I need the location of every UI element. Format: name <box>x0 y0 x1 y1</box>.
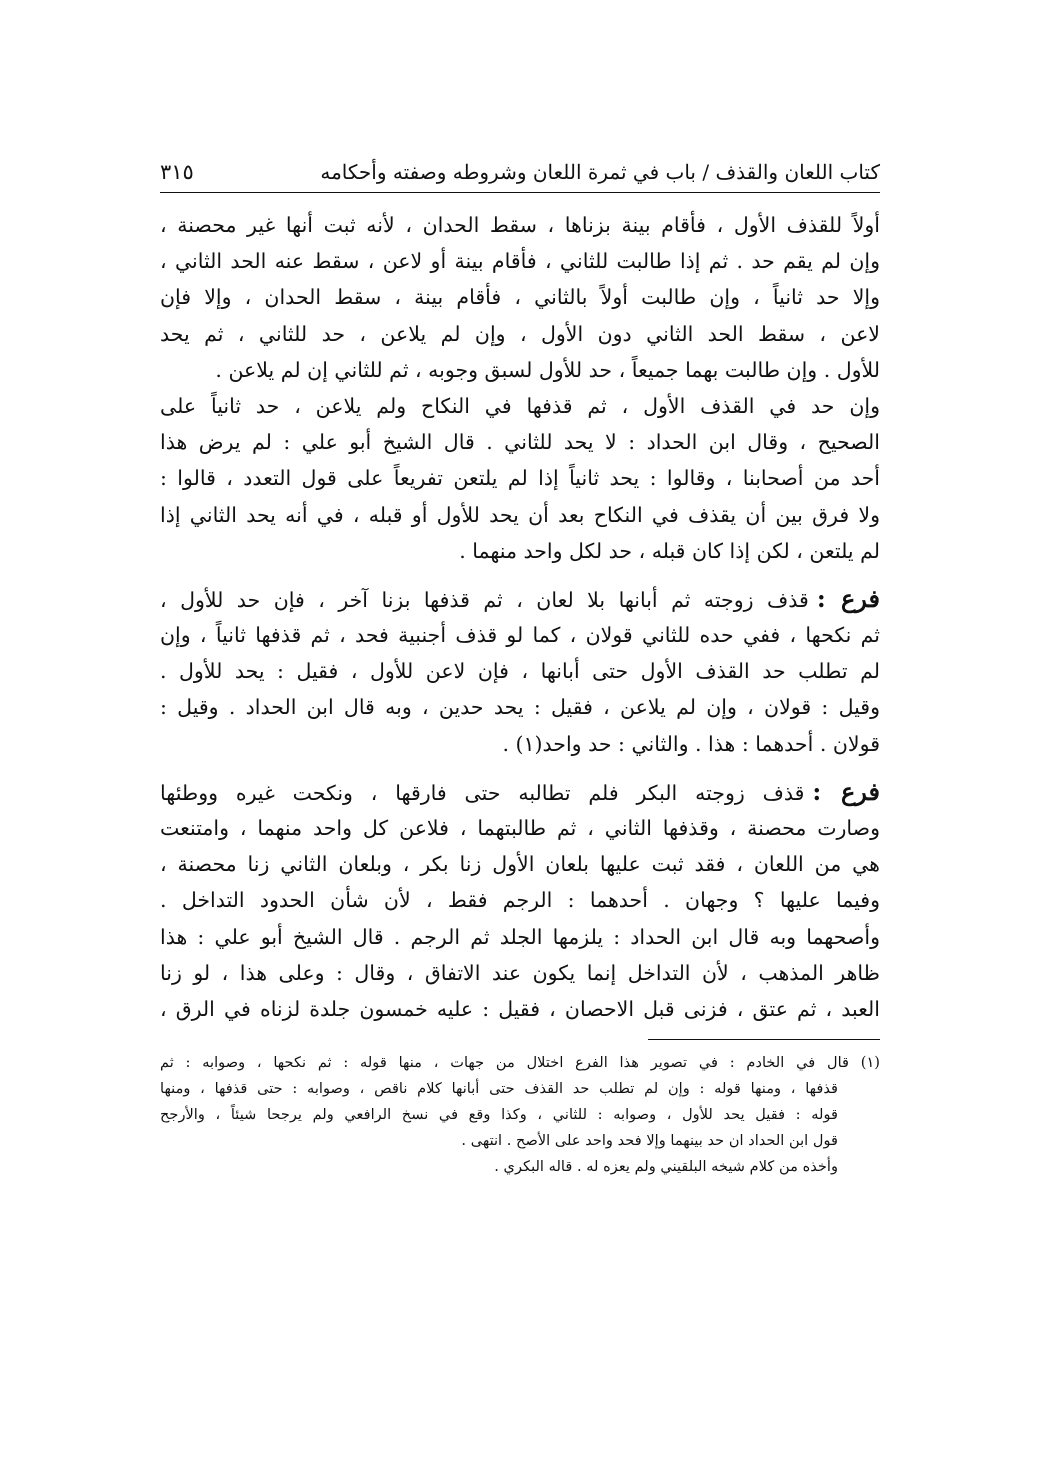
main-text <box>160 207 880 1027</box>
text-line: لم تطلب حد القذف الأول حتى أبانها ، فإن لاعن للأول ، فقيل : يحد للأول . <box>160 659 880 684</box>
text-line: ولا فرق بين أن يقذف في النكاح بعد أن يحد للأول أو قبله ، في أنه يحد الثاني إذا <box>160 502 880 527</box>
book-page <box>160 150 880 1180</box>
text-line: هي من اللعان ، فقد ثبت عليها بلعان الأول زنا بكر ، وبلعان الثاني زنا محصنة ، <box>160 852 880 877</box>
footnotes <box>160 1050 880 1180</box>
line-text: قذف زوجته ثم أبانها بلا لعان ، ثم قذفها بزنا آخر ، فإن حد للأول ، <box>160 587 809 612</box>
running-header <box>160 150 880 193</box>
section-label: فرع : <box>812 776 880 806</box>
paragraph-3 <box>160 774 880 1027</box>
text-line: العبد ، ثم عتق ، فزنى قبل الاحصان ، فقيل : عليه خمسون جلدة لزناه في الرق ، <box>160 996 880 1021</box>
text-line: للأول . وإن طالبت بهما جميعاً ، حد للأول لسبق وجوبه ، ثم للثاني إن لم يلاعن . <box>215 357 880 382</box>
text-line: قولان . أحدهما : هذا . والثاني : حد واحد(١) . <box>502 731 880 756</box>
text-line: لم يلتعن ، لكن إذا كان قبله ، حد لكل واحد منهما . <box>459 538 880 563</box>
text-line: وإلا حد ثانياً ، وإن طالبت أولاً بالثاني ، فأقام بينة ، سقط الحدان ، وإلا فإن <box>160 285 880 310</box>
paragraph-1 <box>160 207 880 569</box>
text-line: ثم نكحها ، ففي حده للثاني قولان ، كما لو قذف أجنبية فحد ، ثم قذفها ثانياً ، وإن <box>160 623 880 648</box>
text-line <box>160 774 880 810</box>
footnote-line: قوله : فقيل يحد للأول ، وصوابه : للثاني ، وكذا وقع في نسخ الرافعي ولم يرجحا شيئاً ، والأرجح <box>160 1106 838 1124</box>
page-number: ٣١٥ <box>160 160 194 184</box>
text-line: ظاهر المذهب ، لأن التداخل إنما يكون عند الاتفاق ، وقال : وعلى هذا ، لو زنا <box>160 960 880 985</box>
text-line: الصحيح ، وقال ابن الحداد : لا يحد للثاني . قال الشيخ أبو علي : لم يرض هذا <box>160 430 880 455</box>
header-title: كتاب اللعان والقذف / باب في ثمرة اللعان وشروطه وصفته وأحكامه <box>320 160 880 184</box>
text-line <box>160 581 880 617</box>
footnote-line: قذفها ، ومنها قوله : وإن لم تطلب حد القذف حتى أبانها كلام ناقص ، وصوابه : حتى قذفها ، ومنها <box>160 1080 838 1098</box>
text-line: لاعن ، سقط الحد الثاني دون الأول ، وإن لم يلاعن ، حد للثاني ، ثم يحد <box>160 321 880 346</box>
footnote-divider <box>648 1039 880 1040</box>
text-line: وقيل : قولان ، وإن لم يلاعن ، فقيل : يحد حدين ، وبه قال ابن الحداد . وقيل : <box>160 695 880 720</box>
text-line: وإن لم يقم حد . ثم إذا طالبت للثاني ، فأقام بينة أو لاعن ، سقط عنه الحد الثاني ، <box>160 249 880 274</box>
text-line: وإن حد في القذف الأول ، ثم قذفها في النكاح ولم يلاعن ، حد ثانياً على <box>160 393 880 418</box>
text-line: أولاً للقذف الأول ، فأقام بينة بزناها ، سقط الحدان ، لأنه ثبت أنها غير محصنة ، <box>160 213 880 237</box>
line-text: قذف زوجته البكر فلم تطالبه حتى فارقها ، ونكحت غيره ووطئها <box>160 780 805 805</box>
text-line: وأصحهما وبه قال ابن الحداد : يلزمها الجلد ثم الرجم . قال الشيخ أبو علي : هذا <box>160 924 880 949</box>
text-line: أحد من أصحابنا ، وقالوا : يحد ثانياً إذا لم يلتعن تفريعاً على قول التعدد ، قالوا : <box>160 466 880 491</box>
section-label: فرع : <box>816 583 880 613</box>
paragraph-2 <box>160 581 880 762</box>
footnote-line: (١) قال في الخادم : في تصوير هذا الفرع اختلال من جهات ، منها قوله : ثم نكحها ، وصوابه : ثم <box>160 1054 880 1072</box>
footnote-line: قول ابن الحداد ان حد بينهما وإلا فحد واحد على الأصح . انتهى . <box>461 1132 838 1150</box>
text-line: وفيما عليها ؟ وجهان . أحدهما : الرجم فقط ، لأن شأن الحدود التداخل . <box>160 888 880 913</box>
text-line: وصارت محصنة ، وقذفها الثاني ، ثم طالبتهما ، فلاعن كل واحد منهما ، وامتنعت <box>160 816 880 840</box>
footnote-line: وأخذه من كلام شيخه البلقيني ولم يعزه له . قاله البكري . <box>494 1158 838 1176</box>
